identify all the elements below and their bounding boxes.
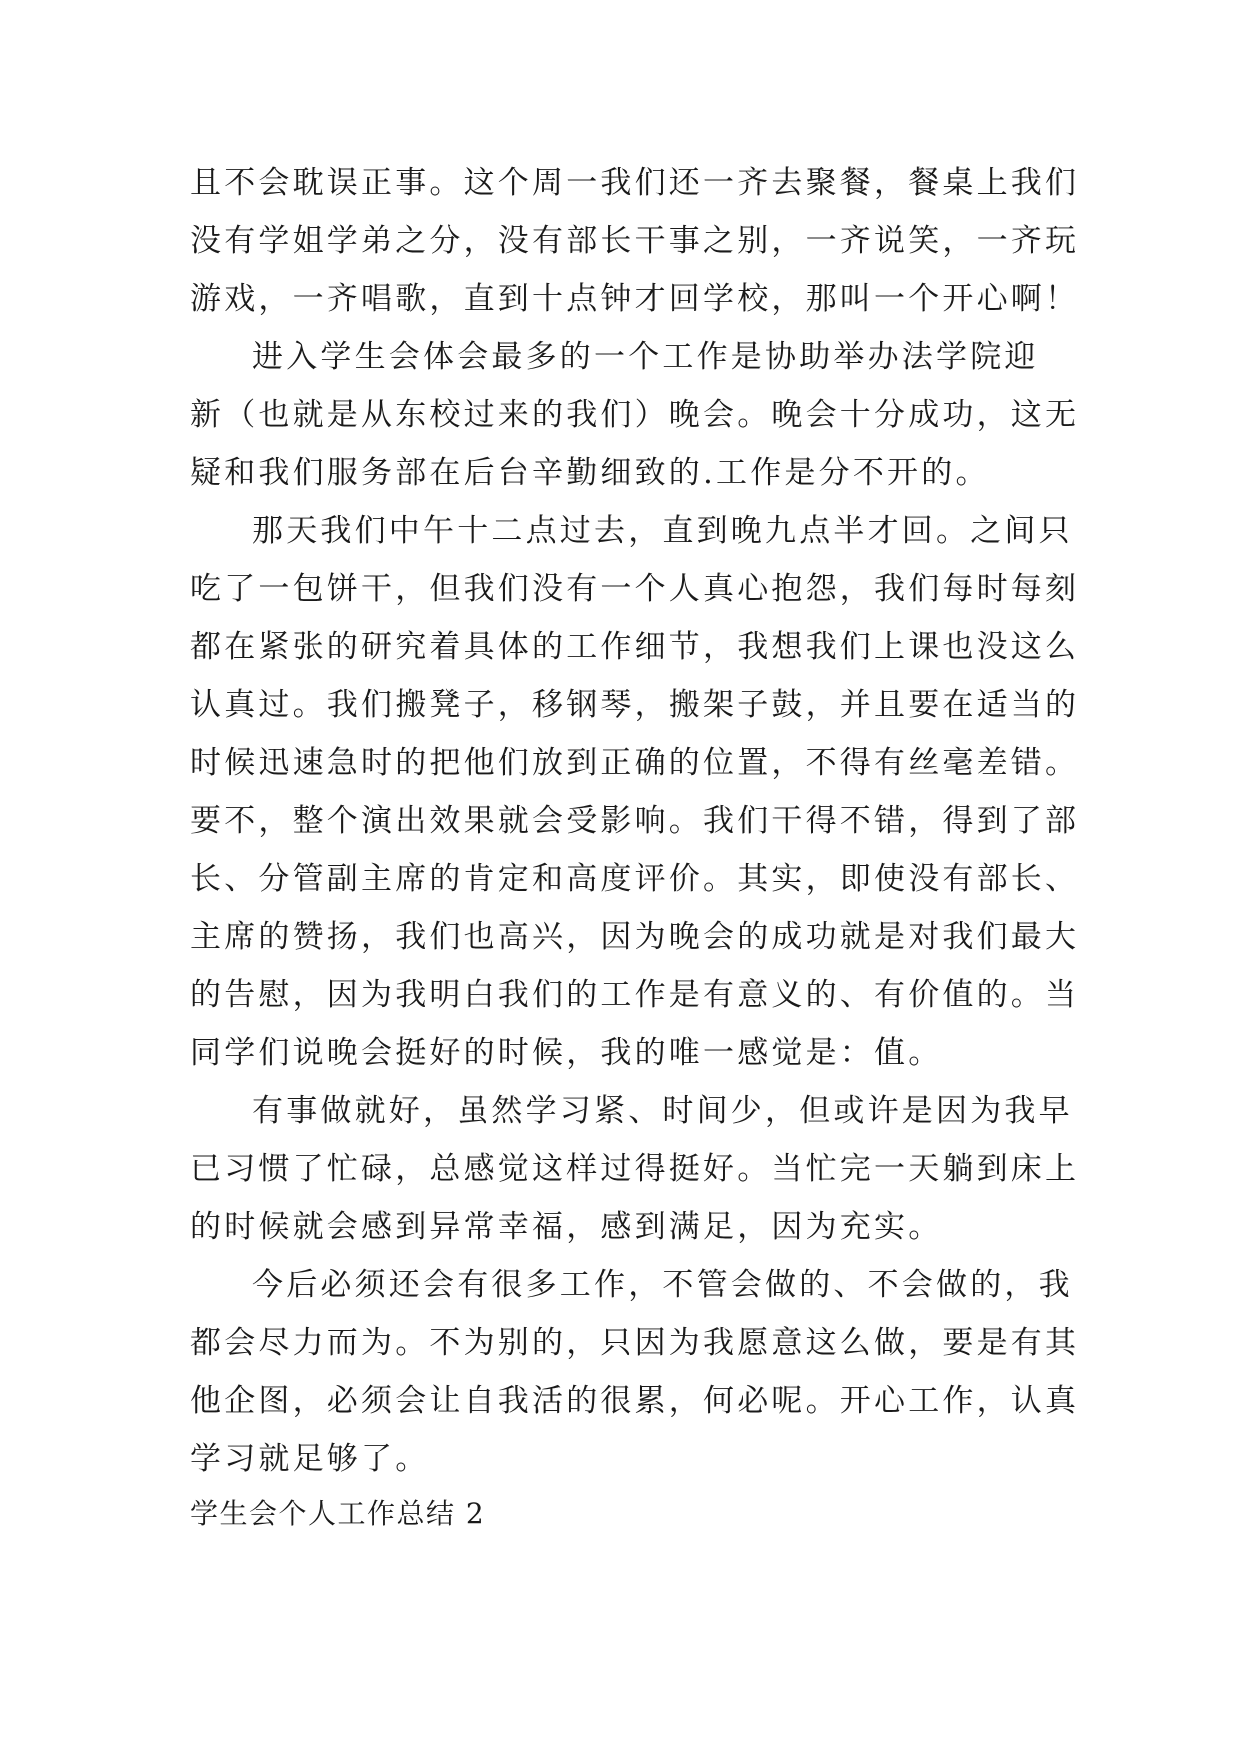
text-line: 认真过。我们搬凳子，移钢琴，搬架子鼓，并且要在适当的	[190, 687, 1080, 723]
paragraph-first-line: 今后必须还会有很多工作，不管会做的、不会做的，我	[252, 1267, 1073, 1303]
text-line: 的时候就会感到异常幸福，感到满足，因为充实。	[190, 1209, 943, 1245]
text-line: 新（也就是从东校过来的我们）晚会。晚会十分成功，这无	[190, 397, 1080, 433]
text-line: 主席的赞扬，我们也高兴，因为晚会的成功就是对我们最大	[190, 919, 1080, 955]
text-line: 他企图，必须会让自我活的很累，何必呢。开心工作，认真	[190, 1383, 1080, 1419]
text-line: 都在紧张的研究着具体的工作细节，我想我们上课也没这么	[190, 629, 1080, 665]
text-line: 都会尽力而为。不为别的，只因为我愿意这么做，要是有其	[190, 1325, 1080, 1361]
paragraph-first-line: 有事做就好，虽然学习紧、时间少，但或许是因为我早	[252, 1093, 1073, 1129]
section-heading: 学生会个人工作总结 2	[190, 1497, 486, 1530]
text-line: 的告慰，因为我明白我们的工作是有意义的、有价值的。当	[190, 977, 1080, 1013]
text-line: 游戏，一齐唱歌，直到十点钟才回学校，那叫一个开心啊！	[190, 281, 1080, 317]
text-line: 没有学姐学弟之分，没有部长干事之别，一齐说笑，一齐玩	[190, 223, 1080, 259]
text-line: 时候迅速急时的把他们放到正确的位置，不得有丝毫差错。	[190, 745, 1080, 781]
text-line: 要不，整个演出效果就会受影响。我们干得不错，得到了部	[190, 803, 1080, 839]
text-line: 长、分管副主席的肯定和高度评价。其实，即使没有部长、	[190, 861, 1080, 897]
text-line: 疑和我们服务部在后台辛勤细致的.工作是分不开的。	[190, 455, 990, 491]
text-line: 吃了一包饼干，但我们没有一个人真心抱怨，我们每时每刻	[190, 571, 1080, 607]
text-line: 同学们说晚会挺好的时候，我的唯一感觉是：值。	[190, 1035, 943, 1071]
text-line: 学习就足够了。	[190, 1441, 430, 1477]
paragraph-first-line: 进入学生会体会最多的一个工作是协助举办法学院迎	[252, 339, 1039, 375]
text-line: 已习惯了忙碌，总感觉这样过得挺好。当忙完一天躺到床上	[190, 1151, 1080, 1187]
text-line: 且不会耽误正事。这个周一我们还一齐去聚餐，餐桌上我们	[190, 165, 1080, 201]
paragraph-first-line: 那天我们中午十二点过去，直到晚九点半才回。之间只	[252, 513, 1073, 549]
